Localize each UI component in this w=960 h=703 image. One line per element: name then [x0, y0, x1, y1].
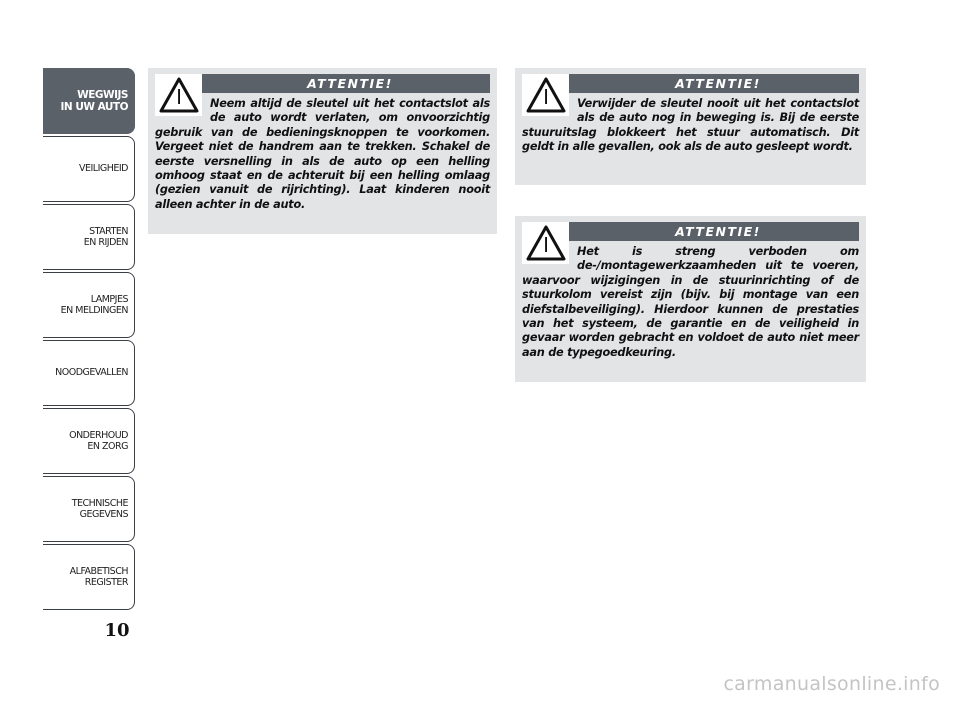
warning-heading: ATTENTIE!: [522, 74, 859, 93]
warning-heading: ATTENTIE!: [522, 222, 859, 241]
tab-starten-en-rijden[interactable]: [43, 204, 135, 270]
warning-box: [148, 68, 497, 234]
warning-text: Neem altijd de sleutel uit het contactslot als de auto wordt verlaten, om onvoorzichtig gebruik van de bedieningsknoppen te voorkomen. Vergeet niet de handrem aan te trekken. Schakel de eerste versnelling in als de auto op een helling omhoog staat en de achteruit bij een helling omlaag (gezien vanuit de rijrichting). Laat kinderen nooit alleen achter in de auto.: [155, 97, 490, 211]
warning-box: [515, 68, 866, 185]
watermark: carmanualsonline.info: [723, 673, 940, 695]
tab-label: VEILIGHEID: [78, 163, 128, 175]
tab-veiligheid[interactable]: [43, 136, 135, 202]
warning-triangle-icon: [522, 222, 569, 264]
tab-label: LAMPJES EN MELDINGEN: [60, 293, 128, 316]
chapter-tab-index: [43, 68, 135, 612]
tab-wegwijs-in-uw-auto[interactable]: [43, 68, 135, 134]
warning-heading: ATTENTIE!: [155, 74, 490, 93]
warning-triangle-icon: [155, 74, 202, 116]
tab-technische-gegevens[interactable]: [43, 476, 135, 542]
tab-label: NOODGEVALLEN: [55, 367, 128, 379]
tab-label: STARTEN EN RIJDEN: [83, 225, 128, 248]
tab-noodgevallen[interactable]: [43, 340, 135, 406]
tab-alfabetisch-register[interactable]: [43, 544, 135, 610]
tab-label: ALFABETISCH REGISTER: [69, 565, 128, 588]
tab-label: TECHNISCHE GEGEVENS: [71, 497, 128, 520]
warning-text: Verwijder de sleutel nooit uit het contactslot als de auto nog in beweging is. Bij de eerste stuuruitslag blokkeert het stuur automatisch. Dit geldt in alle gevallen, ook als de auto gesleept wordt.: [522, 97, 859, 154]
warning-box: [515, 216, 866, 382]
page-number: 10: [104, 620, 130, 641]
tab-label: WEGWIJS IN UW AUTO: [60, 88, 128, 113]
tab-label: ONDERHOUD EN ZORG: [69, 429, 128, 452]
tab-onderhoud-en-zorg[interactable]: [43, 408, 135, 474]
tab-lampjes-en-meldingen[interactable]: [43, 272, 135, 338]
warning-triangle-icon: [522, 74, 569, 116]
warning-text: Het is streng verboden om de-/montagewerkzaamheden uit te voeren, waarvoor wijzigingen in de stuurinrichting of de stuurkolom vereist zijn (bijv. bij montage van een diefstalbeveiliging). Hierdoor kunnen de prestaties van het systeem, de garantie en de veiligheid in gevaar worden gebracht en voldoet de auto niet meer aan de typegoedkeuring.: [522, 245, 859, 359]
